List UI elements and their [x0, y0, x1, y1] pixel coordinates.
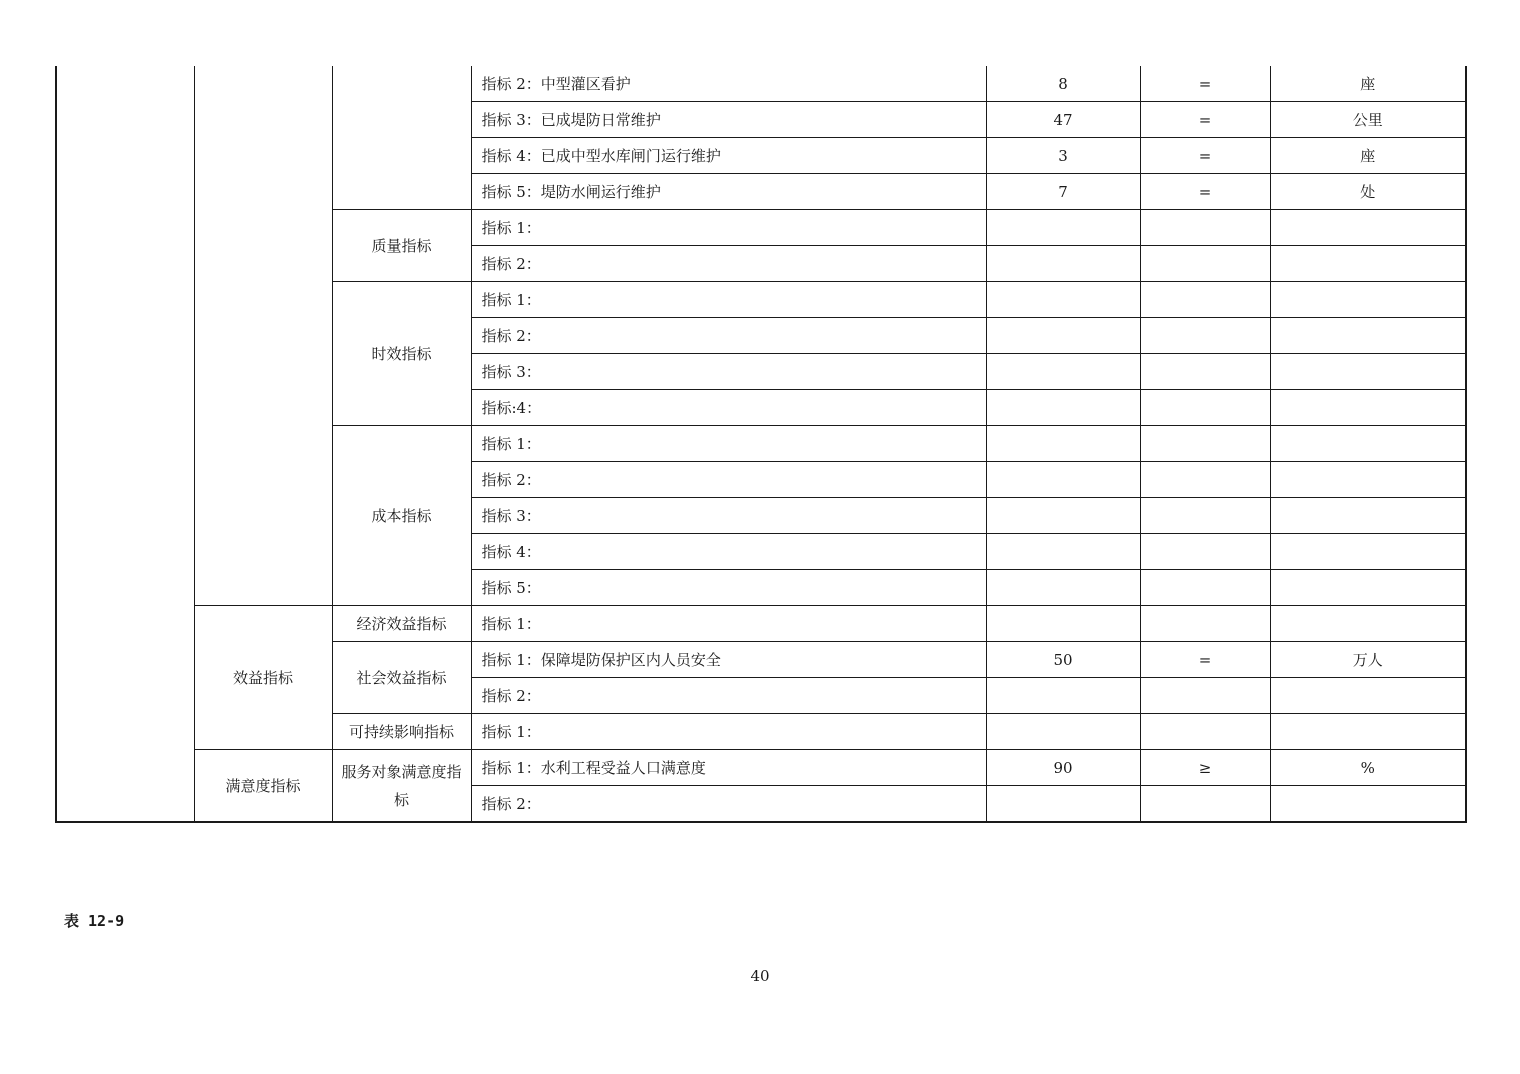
indicator-operator: [1140, 210, 1270, 246]
indicator-value: 90: [986, 750, 1140, 786]
indicator-name: 指标 1：: [471, 426, 986, 462]
indicator-name: 指标 2：: [471, 786, 986, 823]
indicator-value: 50: [986, 642, 1140, 678]
indicator-unit: [1270, 246, 1466, 282]
indicator-operator: =: [1140, 66, 1270, 102]
satisfaction-category-cell: 满意度指标: [194, 750, 332, 823]
indicator-unit: 座: [1270, 66, 1466, 102]
indicator-value: 8: [986, 66, 1140, 102]
table-row: [56, 66, 1466, 102]
indicator-operator: [1140, 606, 1270, 642]
indicator-name: 指标:4：: [471, 390, 986, 426]
indicator-value: [986, 786, 1140, 823]
indicator-value: [986, 354, 1140, 390]
indicator-name: 指标 1：: [471, 282, 986, 318]
indicator-unit: [1270, 678, 1466, 714]
indicator-operator: [1140, 462, 1270, 498]
indicator-unit: [1270, 426, 1466, 462]
social-category-cell: 社会效益指标: [332, 642, 471, 714]
indicator-unit: [1270, 786, 1466, 823]
indicator-name: 指标 2：: [471, 678, 986, 714]
indicator-unit: 处: [1270, 174, 1466, 210]
indicator-value: [986, 498, 1140, 534]
indicator-name: 指标 4：: [471, 534, 986, 570]
cost-category-cell: 成本指标: [332, 426, 471, 606]
indicator-value: [986, 678, 1140, 714]
indicator-operator: [1140, 246, 1270, 282]
indicator-unit: 公里: [1270, 102, 1466, 138]
indicator-value: [986, 534, 1140, 570]
indicator-value: [986, 246, 1140, 282]
indicator-unit: [1270, 318, 1466, 354]
indicator-operator: ≥: [1140, 750, 1270, 786]
indicator-operator: [1140, 786, 1270, 823]
indicator-value: [986, 282, 1140, 318]
indicator-name: 指标 3：: [471, 354, 986, 390]
indicator-operator: =: [1140, 138, 1270, 174]
indicator-unit: [1270, 282, 1466, 318]
indicator-value: [986, 210, 1140, 246]
page-number: 40: [750, 967, 770, 985]
indicator-unit: [1270, 354, 1466, 390]
indicator-operator: [1140, 282, 1270, 318]
indicator-operator: =: [1140, 174, 1270, 210]
indicator-unit: [1270, 534, 1466, 570]
indicator-operator: =: [1140, 642, 1270, 678]
indicator-name: 指标 2：: [471, 462, 986, 498]
indicator-operator: [1140, 318, 1270, 354]
indicator-unit: [1270, 570, 1466, 606]
indicator-unit: [1270, 606, 1466, 642]
indicator-value: 7: [986, 174, 1140, 210]
indicator-value: 47: [986, 102, 1140, 138]
indicator-value: [986, 426, 1140, 462]
economic-category-cell: 经济效益指标: [332, 606, 471, 642]
indicator-unit: [1270, 714, 1466, 750]
indicator-operator: [1140, 426, 1270, 462]
indicator-operator: [1140, 354, 1270, 390]
indicator-name: 指标 2：中型灌区看护: [471, 66, 986, 102]
indicator-name: 指标 1：: [471, 714, 986, 750]
indicator-operator: =: [1140, 102, 1270, 138]
indicator-value: [986, 318, 1140, 354]
benefit-category-cell: 效益指标: [194, 606, 332, 750]
indicator-value: [986, 390, 1140, 426]
indicator-name: 指标 1：: [471, 210, 986, 246]
indicator-operator: [1140, 678, 1270, 714]
timeliness-category-cell: 时效指标: [332, 282, 471, 426]
sustainable-category-cell: 可持续影响指标: [332, 714, 471, 750]
indicator-name: 指标 1：保障堤防保护区内人员安全: [471, 642, 986, 678]
table-row: [56, 606, 1466, 642]
indicator-unit: %: [1270, 750, 1466, 786]
indicator-unit: [1270, 210, 1466, 246]
indicator-table: [55, 66, 1467, 823]
quantity-category-cell: [332, 66, 471, 210]
level1-cell: [56, 66, 194, 822]
indicator-name: 指标 1：水利工程受益人口满意度: [471, 750, 986, 786]
indicator-unit: [1270, 390, 1466, 426]
table-caption: 表 12-9: [64, 912, 125, 930]
indicator-value: [986, 606, 1140, 642]
indicator-name: 指标 5：: [471, 570, 986, 606]
indicator-operator: [1140, 390, 1270, 426]
indicator-name: 指标 2：: [471, 318, 986, 354]
indicator-value: [986, 714, 1140, 750]
indicator-operator: [1140, 714, 1270, 750]
indicator-operator: [1140, 498, 1270, 534]
indicator-name: 指标 2：: [471, 246, 986, 282]
indicator-operator: [1140, 570, 1270, 606]
indicator-value: [986, 570, 1140, 606]
indicator-name: 指标 3：: [471, 498, 986, 534]
indicator-unit: [1270, 498, 1466, 534]
indicator-name: 指标 5：堤防水闸运行维护: [471, 174, 986, 210]
indicator-value: [986, 462, 1140, 498]
indicator-name: 指标 4：已成中型水库闸门运行维护: [471, 138, 986, 174]
service-satisfaction-category-cell: 服务对象满意度指标: [332, 750, 471, 823]
indicator-unit: 座: [1270, 138, 1466, 174]
indicator-unit: 万人: [1270, 642, 1466, 678]
indicator-value: 3: [986, 138, 1140, 174]
quality-category-cell: 质量指标: [332, 210, 471, 282]
indicator-unit: [1270, 462, 1466, 498]
indicator-operator: [1140, 534, 1270, 570]
indicator-name: 指标 3：已成堤防日常维护: [471, 102, 986, 138]
output-category-cell: [194, 66, 332, 606]
table-row: [56, 750, 1466, 786]
indicator-name: 指标 1：: [471, 606, 986, 642]
